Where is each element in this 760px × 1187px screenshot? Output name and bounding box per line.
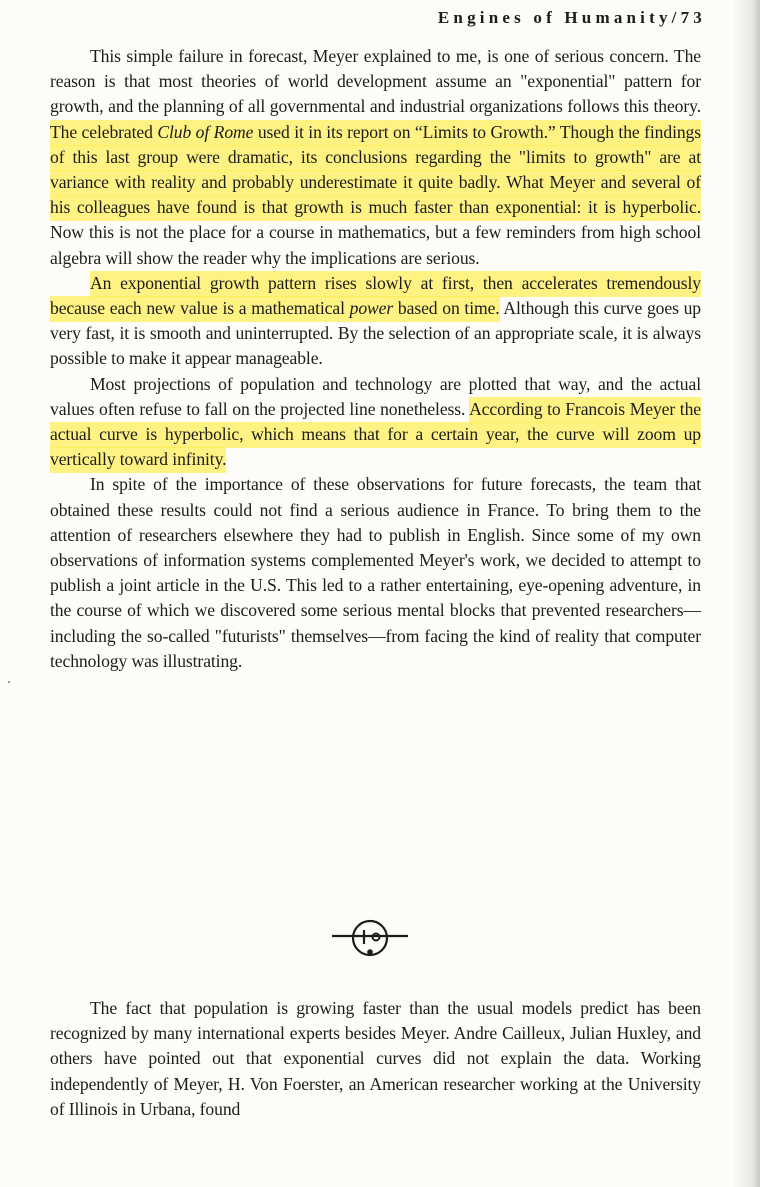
paragraph-1 (50, 44, 701, 271)
highlight-exponential-text: An exponential growth pattern rises slowly at first, then accelerates tremendously because each new value is a mathematical (50, 272, 701, 319)
paragraph-5: The fact that population is growing faster than the usual models predict has been recognized by many international experts besides Meyer. Andre Cailleux, Julian Huxley, and others have pointed out that exponential curves did not explain the data. Working independently of Meyer, H. Von Foerster, an American researcher working at the University of Illinois in Urbana, found (50, 998, 701, 1119)
power-italic: power (349, 298, 394, 319)
section-break-ornament-icon (324, 912, 416, 968)
body-text-upper (50, 44, 701, 674)
page-edge-shadow (732, 0, 760, 1187)
paragraph-2-plain: Although this curve goes up very fast, it is smooth and uninterrupted. By the selection of an appropriate scale, it is always possible to make it appear manageable. (50, 298, 701, 369)
paragraph-1-tail: Now this is not the place for a course in mathematics, but a few reminders from high school algebra will show the reader why the implications are serious. (50, 222, 701, 268)
club-of-rome-italic: Club of Rome (157, 121, 254, 142)
body-text-lower (50, 996, 701, 1122)
paragraph-1-plain: This simple failure in forecast, Meyer explained to me, is one of serious concern. The reason is that most theories of world development assume an "exponential" pattern for growth, and the planning of all governmental and industrial organizations follows this theory. (50, 46, 701, 117)
highlight-hyperbolic: According to Francois Meyer the actual curve is hyperbolic, which means that for a certain year, the curve will zoom up vertically toward infinity. (50, 397, 701, 473)
paragraph-3-plain: Most projections of population and technology are plotted that way, and the actual values often refuse to fall on the projected line nonetheless. (50, 373, 701, 419)
paragraph-2 (50, 271, 701, 372)
paragraph-3 (50, 372, 701, 473)
highlight-text-post: used it in its report on “Limits to Growth.” Though the findings of this last group were dramatic, its conclusions regarding the "limits to growth" are at variance with reality and probably underestimate it quite badly. What Meyer and several of his colleagues have found is that growth is much faster than exponential: it is hyperbolic. (50, 121, 701, 218)
paragraph-4: In spite of the importance of these observations for future forecasts, the team that obtained these results could not find a serious audience in France. To bring them to the attention of researchers elsewhere they had to publish in English. Since some of my own observations of information systems complemented Meyer's work, we decided to attempt to publish a joint article in the U.S. This led to a rather entertaining, eye-opening adventure, in the course of which we discovered some serious mental blocks that prevented researchers—including the so-called "futurists" themselves—from facing the kind of reality that computer technology was illustrating. (50, 474, 701, 671)
highlight-text-pre: The celebrated (50, 121, 153, 142)
highlight-exponential-tail: based on time. (397, 298, 500, 319)
running-header: Engines of Humanity/73 (437, 8, 706, 27)
margin-speck (8, 681, 10, 683)
highlight-club-of-rome (50, 120, 701, 222)
